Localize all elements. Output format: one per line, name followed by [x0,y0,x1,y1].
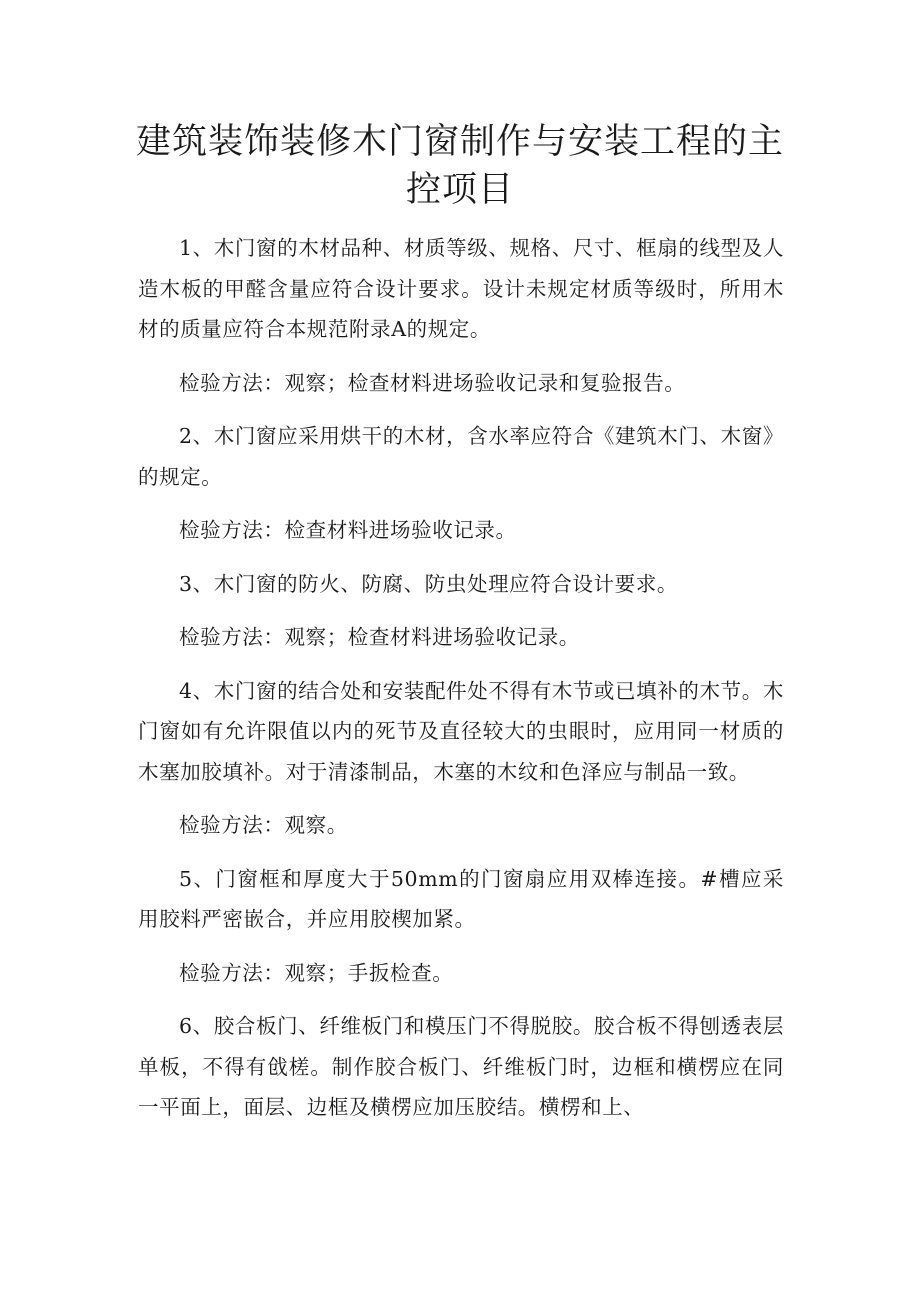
paragraph-method-5: 检验方法：观察；手扳检查。 [179,960,454,985]
paragraph-item-5: 5、门窗框和厚度大于50mm的门窗扇应用双棒连接。#槽应采用胶料严密嵌合，并应用胶楔加紧。 [138,866,784,931]
paragraph-item-1: 1、木门窗的木材品种、材质等级、规格、尺寸、框扇的线型及人造木板的甲醛含量应符合设计要求。设计未规定材质等级时，所用木材的质量应符合本规范附录A的规定。 [138,236,784,341]
document-body [138,228,784,1128]
paragraph-item-2: 2、木门窗应采用烘干的木材，含水率应符合《建筑木门、木窗》的规定。 [138,424,784,489]
paragraph-method-3: 检验方法：观察；检查材料进场验收记录。 [179,625,580,649]
paragraph-item-6: 6、胶合板门、纤维板门和模压门不得脱胶。胶合板不得刨透表层单板，不得有戗槎。制作胶合板门、纤维板门时，边框和横楞应在同一平面上，面层、边框及横楞应加压胶结。横楞和上、 [138,1014,784,1119]
paragraph-method-4: 检验方法：观察。 [179,813,348,837]
document-title: 建筑装饰装修木门窗制作与安装工程的主控项目 [135,122,784,210]
paragraph-method-2: 检验方法：检查材料进场验收记录。 [179,518,517,542]
paragraph-item-3: 3、木门窗的防火、防腐、防虫处理应符合设计要求。 [179,571,678,596]
paragraph-item-4: 4、木门窗的结合处和安装配件处不得有木节或已填补的木节。木门窗如有允许限值以内的死节及直径较大的虫眼时，应用同一材质的木塞加胶填补。对于清漆制品，木塞的木纹和色泽应与制品一致。 [138,678,784,784]
paragraph-method-1: 检验方法：观察；检查材料进场验收记录和复验报告。 [179,370,686,395]
